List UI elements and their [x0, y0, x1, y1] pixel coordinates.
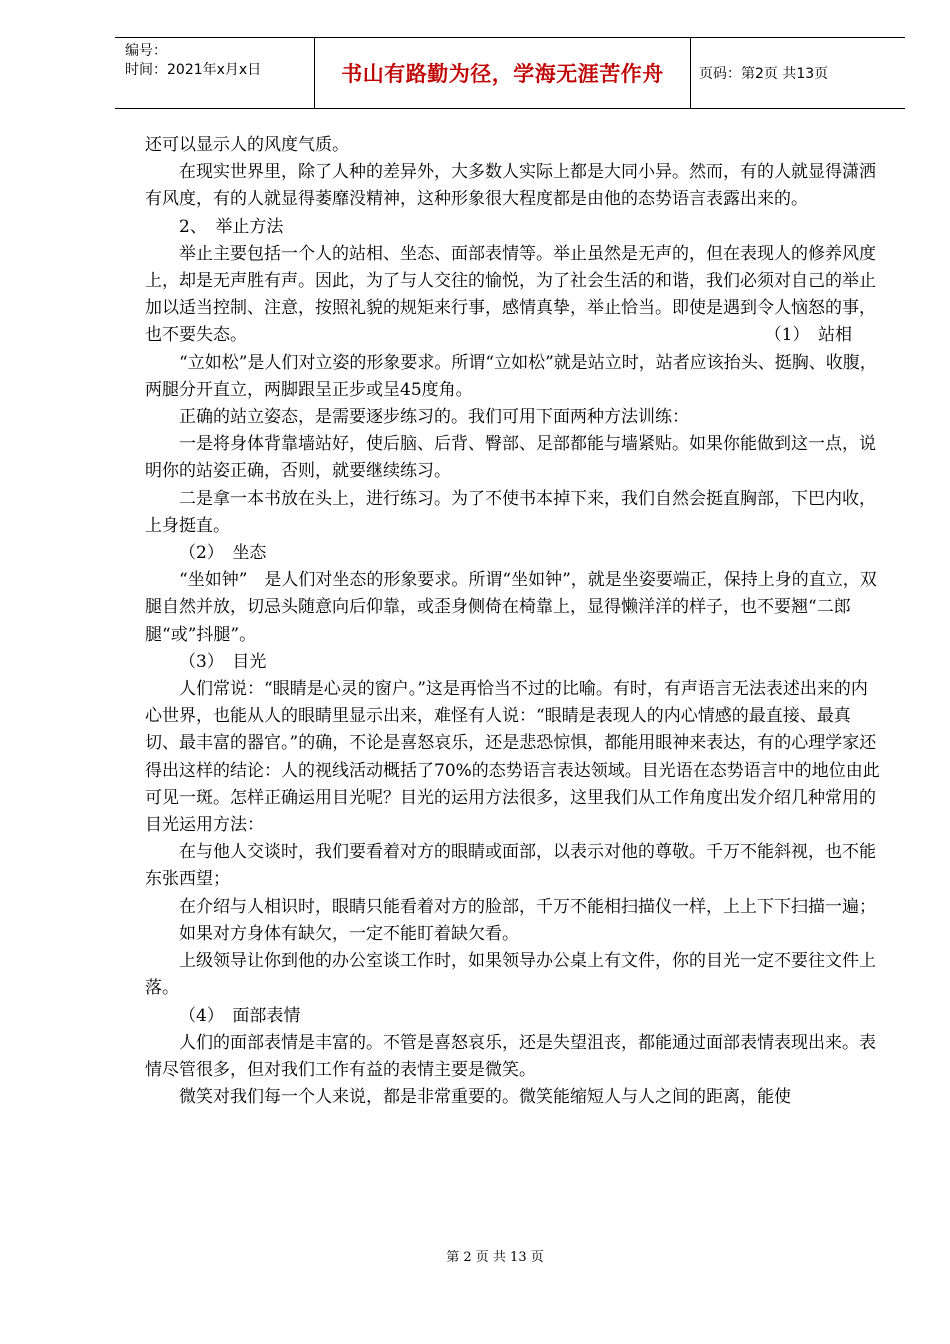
time-label: 时间：2021年x月x日 — [125, 62, 262, 78]
paragraph: 上级领导让你到他的办公室谈工作时，如果领导办公桌上有文件，你的目光一定不要往文件上落。 — [145, 951, 876, 999]
paragraph: 在现实世界里，除了人种的差异外，大多数人实际上都是大同小异。然而，有的人就显得潇洒有风度，有的人就显得萎靡没精神，这种形象很大程度都是由他的态势语言表露出来的。 — [145, 162, 876, 210]
paragraph: 人们常说：“眼睛是心灵的窗户。”这是再恰当不过的比喻。有时，有声语言无法表述出来的内心世界，也能从人的眼睛里显示出来，难怪有人说：“眼睛是表现人的内心情感的最直接、最真切、最丰富的器官。”的确，不论是喜怒哀乐，还是悲恐惊惧，都能用眼神来表达，有的心理学家还得出这样的结论：人的视线活动概括了70%的态势语言表达领域。目光语在态势语言中的地位由此可见一斑。怎样正确运用目光呢？目光的运用方法很多，这里我们从工作角度出发介绍几种常用的目光运用方法： — [145, 679, 880, 836]
subsection-heading: （2） 坐态 — [179, 543, 267, 564]
paragraph: 还可以显示人的风度气质。 — [145, 135, 349, 155]
paragraph: 人们的面部表情是丰富的。不管是喜怒哀乐，还是失望沮丧，都能通过面部表情表现出来。表情尽管很多，但对我们工作有益的表情主要是微笑。 — [145, 1032, 876, 1080]
header-motto: 书山有路勤为径，学海无涯苦作舟 — [315, 38, 691, 108]
paragraph: 在与他人交谈时，我们要看着对方的眼睛或面部，以表示对他的尊敬。千万不能斜视，也不能东张西望； — [145, 842, 876, 890]
page-footer: 第 2 页 共 13 页 — [446, 1250, 544, 1265]
section-heading: 2、 举止方法 — [179, 216, 284, 237]
page-header — [115, 37, 905, 109]
paragraph-text: 举止主要包括一个人的站相、坐态、面部表情等。举止虽然是无声的，但在表现人的修养风度上，却是无声胜有声。因此，为了与人交往的愉悦，为了社会生活的和谐，我们必须对自己的举止加以适当控制、注意，按照礼貌的规矩来行事，感情真挚，举止恰当。即使是遇到令人恼怒的事，也不要失态。 — [145, 243, 876, 346]
document-body — [145, 132, 880, 1111]
subsection-heading: （3） 目光 — [179, 651, 267, 672]
paragraph: “立如松”是人们对立姿的形象要求。所谓“立如松”就是站立时，站者应该抬头、挺胸、收腹，两腿分开直立，两脚跟呈正步或呈45度角。 — [145, 352, 877, 400]
paragraph: 一是将身体背靠墙站好，使后脑、后背、臀部、足部都能与墙紧贴。如果你能做到这一点，说明你的站姿正确，否则，就要继续练习。 — [145, 434, 876, 482]
paragraph: 在介绍与人相识时，眼睛只能看着对方的脸部，千万不能相扫描仪一样，上上下下扫描一遍； — [179, 896, 876, 917]
paragraph: “坐如钟” 是人们对坐态的形象要求。所谓“坐如钟”，就是坐姿要端正，保持上身的直立，双腿自然并放，切忌头随意向后仰靠，或歪身侧倚在椅靠上，显得懒洋洋的样子，也不要翘“二郎腿“或”抖腿”。 — [145, 570, 877, 645]
serial-label: 编号： — [125, 43, 167, 59]
subsection-heading: （1） 站相 — [764, 325, 852, 346]
paragraph: 微笑对我们每一个人来说，都是非常重要的。微笑能缩短人与人之间的距离，能使 — [179, 1087, 791, 1108]
subsection-heading: （4） 面部表情 — [179, 1005, 301, 1026]
paragraph: 如果对方身体有缺欠，一定不能盯着缺欠看。 — [179, 923, 519, 944]
paragraph — [145, 241, 880, 350]
paragraph: 正确的站立姿态，是需要逐步练习的。我们可用下面两种方法训练： — [179, 407, 689, 428]
header-page-label: 页码：第2页 共13页 — [699, 66, 829, 82]
header-meta — [115, 38, 315, 108]
paragraph: 二是拿一本书放在头上，进行练习。为了不使书本掉下来，我们自然会挺直胸部，下巴内收，上身挺直。 — [145, 488, 876, 536]
